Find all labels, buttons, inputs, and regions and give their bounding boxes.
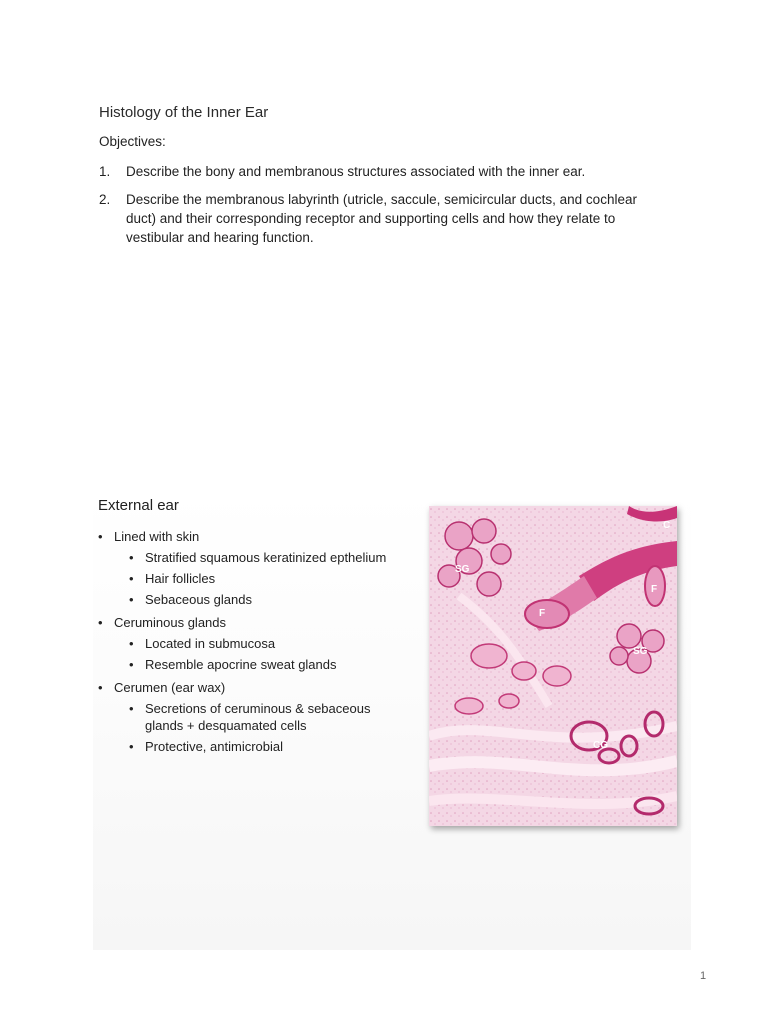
label-c: C bbox=[663, 520, 671, 531]
bullet-item: • Ceruminous glands bbox=[98, 614, 398, 631]
objective-number: 1. bbox=[99, 164, 111, 179]
sub-bullet-item: • Located in submucosa bbox=[129, 635, 398, 652]
label-sg: SG bbox=[633, 646, 648, 657]
sub-bullet-item: • Stratified squamous keratinized epthelium bbox=[129, 549, 398, 566]
label-cg: CG bbox=[593, 740, 608, 751]
micrograph-image bbox=[429, 506, 677, 826]
sub-bullet-item: • Hair follicles bbox=[129, 570, 398, 587]
page-number: 1 bbox=[700, 970, 707, 982]
objective-item bbox=[99, 162, 659, 181]
sub-bullet-item: • Protective, antimicrobial bbox=[129, 738, 398, 755]
objective-item bbox=[99, 190, 659, 247]
histology-micrograph bbox=[429, 506, 677, 826]
sub-bullet-item: • Resemble apocrine sweat glands bbox=[129, 656, 398, 673]
label-f: F bbox=[651, 584, 658, 595]
objectives-label: Objectives: bbox=[99, 134, 166, 149]
objective-number: 2. bbox=[99, 192, 111, 207]
sub-bullet-item: • Secretions of ceruminous & sebaceous glands + desquamated cells bbox=[129, 700, 398, 734]
label-f: F bbox=[539, 608, 546, 619]
external-ear-slide bbox=[93, 488, 691, 950]
label-sg: SG bbox=[455, 564, 470, 575]
bullet-item: • Lined with skin bbox=[98, 528, 398, 545]
bullet-item: • Cerumen (ear wax) bbox=[98, 679, 398, 696]
slide-title: External ear bbox=[98, 497, 179, 514]
objective-text: Describe the bony and membranous structures associated with the inner ear. bbox=[126, 164, 586, 179]
page-title: Histology of the Inner Ear bbox=[99, 104, 269, 121]
bullet-list bbox=[98, 528, 398, 755]
sub-bullet-item: • Sebaceous glands bbox=[129, 591, 398, 608]
objective-text: Describe the membranous labyrinth (utricle, saccule, semicircular ducts, and cochlear duct) and their corresponding receptor and supporting cells and how they relate to vestibular and hearing function. bbox=[126, 192, 637, 245]
